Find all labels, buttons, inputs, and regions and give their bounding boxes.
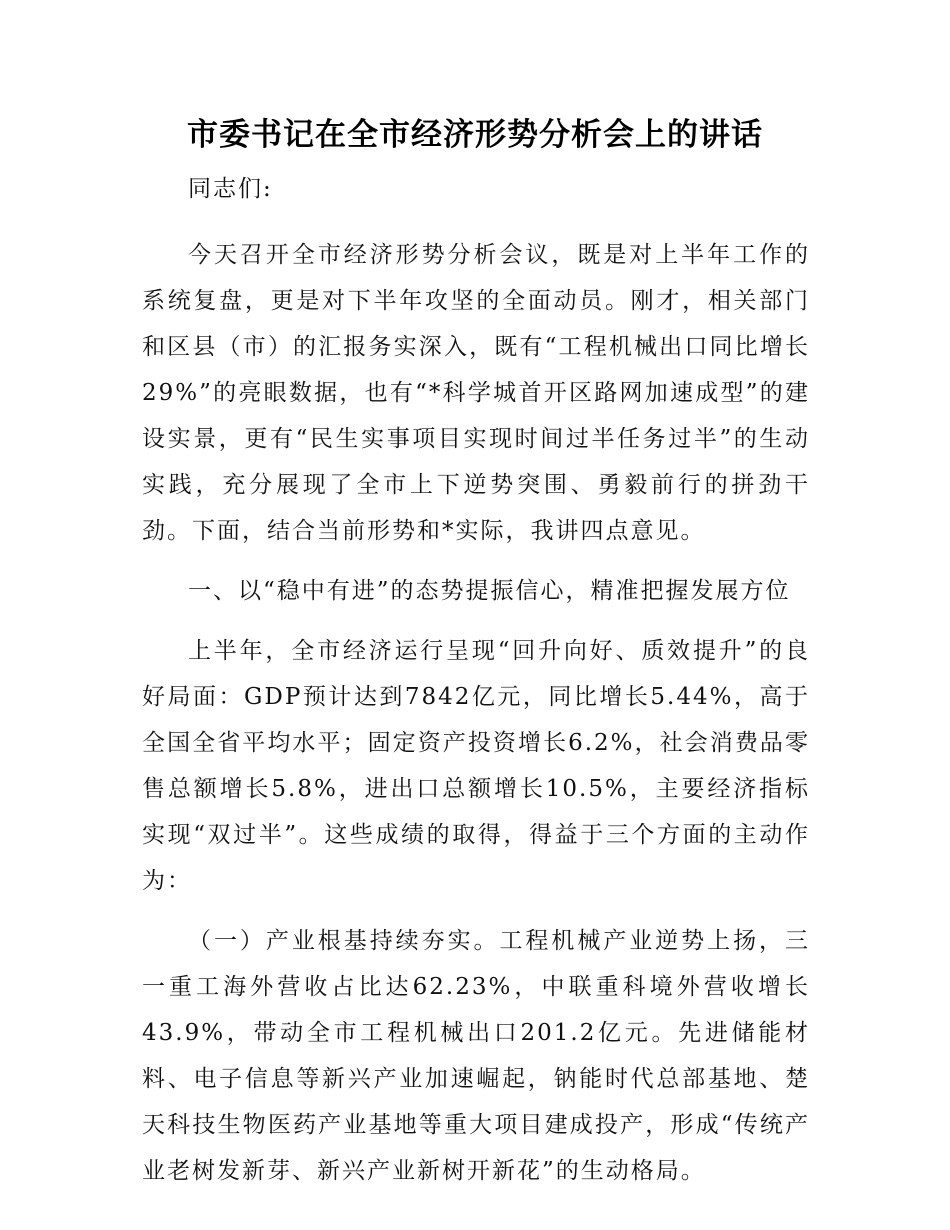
paragraph-industry-foundation: （一）产业根基持续夯实。工程机械产业逆势上扬，三一重工海外营收占比达62.23%，中联重科境外营收增长43.9%，带动全市工程机械出口201.2亿元。先进储能材料、电子信息等新兴产业加速崛起，钠能时代总部基地、楚天科技生物医药产业基地等重大项目建成投产，形成“传统产业老树发新芽、新兴产业新树开新花”的生动格局。: [142, 928, 810, 1184]
section-heading-1: 一、以“稳中有进”的态势提振信心，精准把握发展方位: [188, 578, 791, 604]
greeting: 同志们:: [188, 176, 273, 202]
document-body: [142, 166, 810, 1208]
paragraph-intro: 今天召开全市经济形势分析会议，既是对上半年工作的系统复盘，更是对下半年攻坚的全面动员。刚才，相关部门和区县（市）的汇报务实深入，既有“工程机械出口同比增长29%”的亮眼数据，也有“*科学城首开区路网加速成型”的建设实景，更有“民生实事项目实现时间过半任务过半”的生动实践，充分展现了全市上下逆势突围、勇毅前行的拼劲干劲。下面，结合当前形势和*实际，我讲四点意见。: [142, 242, 810, 544]
paragraph-first-half-summary: 上半年，全市经济运行呈现“回升向好、质效提升”的良好局面：GDP预计达到7842亿元，同比增长5.44%，高于全国全省平均水平；固定资产投资增长6.2%，社会消费品零售总额增长5.8%，进出口总额增长10.5%，主要经济指标实现“双过半”。这些成绩的取得，得益于三个方面的主动作为：: [142, 638, 810, 894]
document-title: 市委书记在全市经济形势分析会上的讲话: [187, 117, 763, 153]
